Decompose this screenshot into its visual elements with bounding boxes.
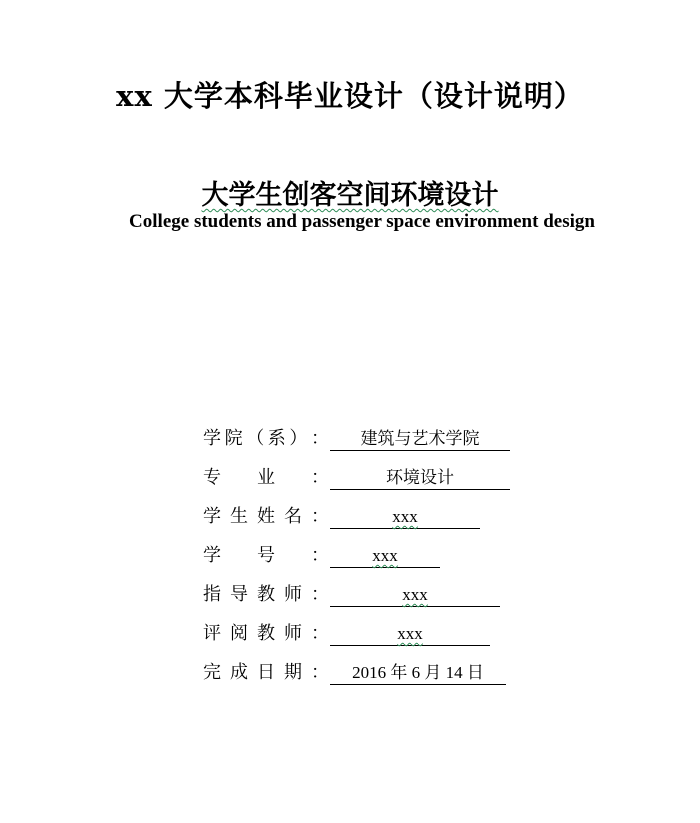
student-name-value — [330, 504, 480, 529]
major-value — [330, 465, 510, 490]
student-id-value-text: xxx — [372, 546, 398, 565]
major-label: 专 业 ： — [203, 467, 329, 488]
completion-date-value — [330, 660, 506, 685]
completion-date-label: 完 成 日 期 ： — [203, 662, 329, 683]
advisor-value — [330, 582, 500, 607]
thesis-title-cn-text: 大学生创客空间环境设计 — [201, 180, 499, 211]
major-value-text: 环境设计 — [386, 468, 454, 488]
advisor-label: 指 导 教 师 ： — [203, 584, 329, 605]
completion-date-value-text: 2016 年 6 月 14 日 — [352, 663, 484, 682]
student-name-value-text: xxx — [392, 507, 418, 526]
advisor-value-text: xxx — [402, 585, 428, 604]
thesis-title-en: College students and passenger space environment design — [129, 211, 595, 232]
reviewer-value — [330, 621, 490, 646]
document-header-title: xx 大学本科毕业设计（设计说明） — [116, 79, 584, 113]
student-id-value — [330, 543, 440, 568]
college-value-text: 建筑与艺术学院 — [360, 429, 480, 449]
reviewer-value-text: xxx — [397, 624, 423, 643]
reviewer-label: 评 阅 教 师 ： — [203, 623, 329, 644]
thesis-title-cn — [0, 173, 700, 212]
college-value — [330, 426, 510, 451]
student-id-label: 学 号 ： — [203, 545, 329, 566]
student-name-label: 学 生 姓 名 ： — [203, 506, 329, 527]
college-label: 学 院 （ 系 ） ： — [203, 428, 329, 449]
